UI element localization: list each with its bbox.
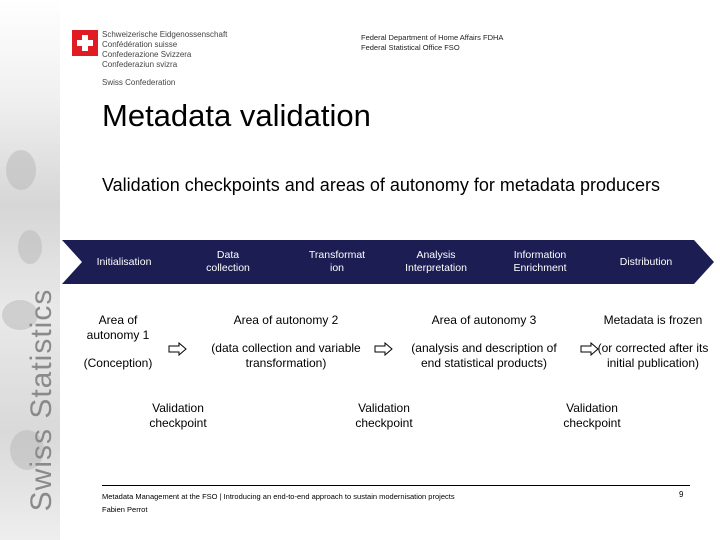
validation-checkpoint-2: Validation checkpoint (355, 401, 413, 430)
confederation-line: Confederazione Svizzera (102, 50, 192, 59)
step-information: Information Enrichment (513, 249, 567, 274)
confederation-line: Schweizerische Eidgenossenschaft (102, 30, 228, 39)
right-arrow-icon (374, 342, 394, 356)
area-1-detail: (Conception) (83, 356, 153, 370)
area-1-title: Area of autonomy 1 (86, 313, 150, 342)
step-transformation: Transformat ion (308, 249, 366, 274)
validation-checkpoint-1: Validation checkpoint (149, 401, 207, 430)
step-data-collection: Data collection (206, 249, 250, 274)
footer-project-line: Metadata Management at the FSO | Introducing an end-to-end approach to sustain modernisation projects (102, 492, 455, 501)
area-3-detail: (analysis and description of end statistical products) (411, 341, 557, 370)
step-distribution: Distribution (619, 255, 673, 268)
area-2-title: Area of autonomy 2 (233, 313, 339, 327)
step-initialisation: Initialisation (96, 255, 152, 268)
validation-checkpoint-3: Validation checkpoint (563, 401, 621, 430)
page-number: 9 (679, 490, 684, 499)
footer (102, 490, 455, 516)
department-line: Federal Department of Home Affairs FDHA (361, 33, 504, 42)
slide-title: Metadata validation (102, 98, 371, 133)
footer-divider (102, 485, 690, 486)
footer-author: Fabien Perrot (102, 505, 148, 514)
frozen-detail: (or corrected after its initial publication) (597, 341, 709, 370)
confederation-line: Confédération suisse (102, 40, 178, 49)
right-arrow-icon (580, 342, 600, 356)
swiss-statistics-brand: Swiss Statistics (25, 288, 58, 512)
area-2-detail: (data collection and variable transformation) (211, 341, 361, 370)
area-3-title: Area of autonomy 3 (431, 313, 537, 327)
slide-subtitle: Validation checkpoints and areas of autonomy for metadata producers (102, 175, 660, 195)
swiss-confederation-label: Swiss Confederation (102, 78, 176, 87)
confederation-line: Confederaziun svizra (102, 60, 178, 69)
right-arrow-icon (168, 342, 188, 356)
step-analysis: Analysis Interpretation (405, 249, 467, 274)
office-line: Federal Statistical Office FSO (361, 43, 460, 52)
frozen-title: Metadata is frozen (603, 313, 703, 327)
